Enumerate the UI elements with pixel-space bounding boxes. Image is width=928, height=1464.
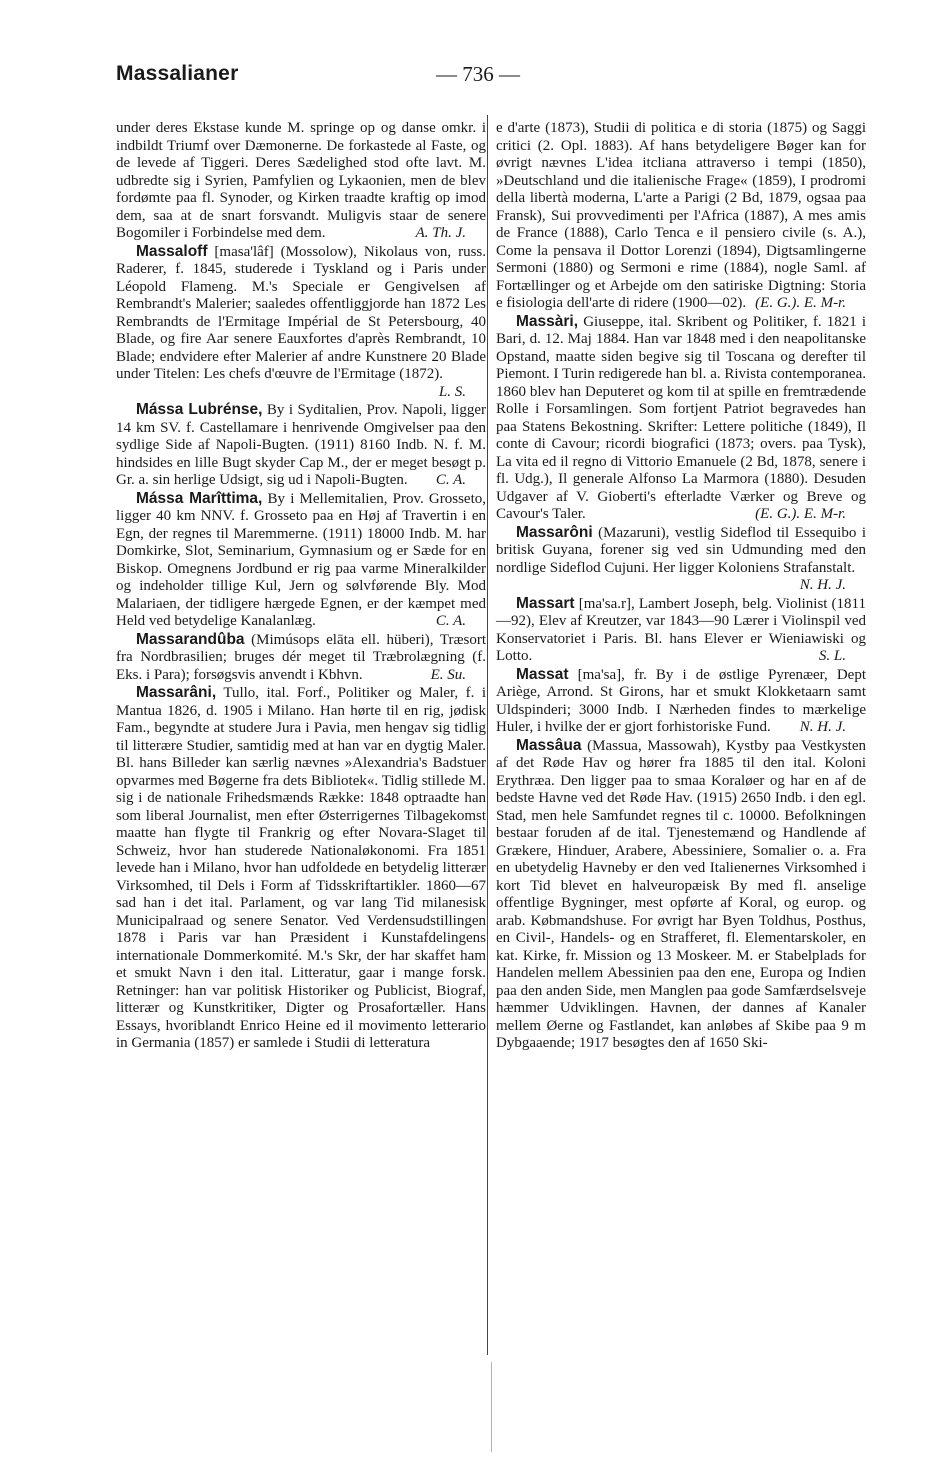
entry-massaranduba: [116, 631, 486, 685]
entry-headword: Massat: [516, 665, 569, 683]
entry-text: By i Syditalien, Prov. Napoli, ligger 14 km SV. f. Castellamare i henrivende Omgivelser paa den sydlige Side af Napoli-Bugten. (1911) 8160 Indb. N. f. M. hindsides en lille Bugt skyder Cap M., der er meget besøgt p. Gr. a. sin herlige Udsigt, sig ud i Napoli-Bugten.: [116, 402, 486, 488]
entry-massarani: [116, 684, 486, 1053]
entry-headword: Massarâni,: [136, 684, 217, 701]
entry-headword: Mássa Marîttima,: [136, 489, 263, 507]
entry-massaroni: [496, 524, 866, 595]
left-column: [116, 120, 486, 1053]
entry-signature: (E. G.). E. M-r.: [755, 295, 846, 311]
entry-signature: S. L.: [818, 648, 846, 664]
entry-signature: N. H. J.: [799, 719, 846, 735]
column-divider: [487, 115, 488, 1355]
entry-massat: [496, 666, 866, 737]
entry-headword: Massart: [516, 594, 575, 612]
entry-headword: Massaloff: [136, 242, 208, 260]
entry-headword: Mássa Lubrénse,: [136, 401, 263, 418]
entry-signature: (E. G.). E. M-r.: [755, 506, 846, 522]
entry-text: [ma'sa.r], Lambert Joseph, belg. Violinist (1811—92), Elev af Kreutzer, var 1843—90 Lærer i Violinspil ved Konservatoriet i Paris. Bl. hans Elever er Wieniawiski og Lotto.: [496, 595, 866, 664]
running-head: Massalianer: [116, 62, 239, 85]
entry-signature: C. A.: [435, 472, 466, 488]
entry-text: [masa'lâf] (Mossolow), Nikolaus von, russ. Raderer, f. 1845, studerede i Tyskland og i Paris under Léopold Flameng. M.'s Speciale er Gengivelsen af Rembrandt's Malerier; saaledes offentliggjorde han 1872 Les Rembrandts de l'Ermitage Impérial de St Petersbourg, 40 Blade, og fire Aar senere Eauxfortes d'après Rembrandt, 10 Blade; endvidere efter Malerier af andre Kunstnere 20 Blade under Titelen: Les chefs d'œuvre de l'Ermitage (1872).: [116, 243, 487, 382]
page-header: [116, 62, 866, 94]
entry-text: (Massua, Massowah), Kystby paa Vestkysten af det Røde Hav og hører fra 1885 til den ital. Koloni Erythræa. Den ligger paa to smaa Koraløer og har en af de bedste Havne ved det Røde Hav. (1915) 2650 Indb. i den egl. Stad, men hele Samfundet regnes til c. 10000. Befolkningen bestaar foruden af de ital. Tjenestemænd og Handlende af Grækere, Hinduer, Arabere, Abessiniere, Somalier o. a. Fra en ubetydelig Havneby er den ved Italienernes Virksomhed i kort Tid blevet en halveuropæisk By med fl. anselige offentlige Bygninger, mest opførte af Koral, og europ. og arab. Købmandshuse. For øvrigt har Byen Toldhus, Posthus, en Civil-, Handels- og en Strafferet, fl. Elementarskoler, en kat. Kirke, fr. Mission og 13 Moskeer. M. er Stabelplads for Handelen mellem Abessinien paa den ene, Europa og Indien paa den anden Side, men Manglen paa gode Samfærdselsveje hæmmer Udviklingen. Havnen, der dannes af Kanaler mellem Øerne og Fastlandet, kan anløbes af Skibe paa 9 m Dybgaaende; 1917 besøgtes den af 1650 Ski-: [496, 737, 867, 1051]
right-column: [496, 120, 866, 1053]
entry-text: (Mimúsops elāta ell. hüberi), Træsort fra Nordbrasilien; bruges dér meget til Træbrolægning (f. Eks. i Para); forsøgsvis anvendt i Kbhvn.: [116, 631, 486, 683]
entry-signature: E. Su.: [430, 666, 466, 683]
entry-text: Giuseppe, ital. Skribent og Politiker, f. 1821 i Bari, d. 12. Maj 1884. Han var 1848 med i den neapolitanske Opstand, maatte siden begive sig til Toscana og derefter til Piemont. I Turin redigerede han bl. a. Rivista contemporanea. 1860 blev han Deputeret og kom til at spille en fremtrædende Rolle i Forsamlingen. Som fortjent Patriot begravedes han paa Statens Bekostning. Skrifter: Lettere politiche (1849), Il conte di Cavour; ricordi biografici (1873; overs. paa Tysk), La vita ed il regno di Vittorio Emanuele (2 Bd, 1878, senere i fl. Udg.), Il generale Alfonso La Marmora (1880). Desuden Udgaver af V. Gioberti's efterladte Værker og Breve og Cavour's Taler.: [496, 313, 867, 522]
entry-massaloff: [116, 243, 486, 402]
entry-text: e d'arte (1873), Studii di politica e di storia (1875) og Saggi critici (2. Opl. 1883). Af hans betydeligere Bøger kan for øvrigt nævnes L'idea itcliana attraverso i tempi (1850), »Deutschland und die italienische Frage« (1859), I prodromi della libertà moderna, L'arte a Parigi (2 Bd, 1879, ogsaa paa Fransk), Sui provvedimenti per l'Africa (1887), A mes amis de France (1888), Carlo Tenca e il pensiero civile (s. A.), Come la pensava il Dottor Lorenzi (1894), Digtsamlingerne Sermoni (1880) og Sermoni e rime (1884), nogle Saml. af Fortællinger og et Arbejde om den satiriske Digtning: Storia e fisiologia dell'arte di ridere (1900—02).: [496, 120, 866, 311]
entry-text: Tullo, ital. Forf., Politiker og Maler, f. i Mantua 1826, d. 1905 i Milano. Han hørte til en rig, jødisk Fam., begyndte at studere Jura i Pavia, men hengav sig tidlig til litterære Studier, samtidig med at han var en dygtig Maler. Bl. hans Billeder kan særlig nævnes »Alexandria's Badstuer opvarmes med Bøgerne fra dets Bibliotek«. Tidlig stillede M. sig i de nationale Frihedsmænds Række: 1848 optraadte han som liberal Journalist, men efter Østerrigernes Tilbagekomst maatte han flygte til Frankrig og efter Novara-Slaget til Schweiz, hvor han studerede Nationaløkonomi. Fra 1851 levede han i Milano, hvor han udfoldede en betydelig litterær Virksomhed, til Dels i Form af Tidsskriftartikler. 1860—67 sad han i det ital. Parlament, og var lang Tid milanesisk Municipalraad og senere Senator. Ved Verdensudstillingen 1878 i Paris var han Præsident i Kunstafdelingens internationale Dommerkomité. M.'s Skr, der har skaffet ham et smukt Navn i den ital. Litteratur, gaar i mange forsk. Retninger: han var politisk Historiker og Publicist, Biograf, litterær og Kunstkritiker, Digter og Prosafortæller. Hans Essays, hvoriblandt Enrico Heine ed il movimento letterario in Germania (1857) er samlede i Studii di letteratura: [116, 685, 486, 1051]
entry-signature: L. S.: [438, 383, 466, 400]
entry-text: By i Mellemitalien, Prov. Grosseto, ligger 40 km NNV. f. Grosseto paa en Høj af Travertin i en Egn, der regnes til Maremmerne. (1911) 18000 Indb. M. har Domkirke, Slot, Seminarium, Gymnasium og er Sæde for en Biskop. Omegnens Jordbund er rig paa varme Mineralkilder og indeholder tillige Kul, Jern og sølvførende Bly. Mod Malariaen, der tidligere hærgede Egnen, er der kæmpet med Held ved betydelige Kanalanlæg.: [116, 490, 486, 629]
entry-headword: Massarandûba: [136, 630, 245, 648]
entry-headword: Massâua: [516, 736, 582, 754]
entry-massari: [496, 313, 866, 524]
entry-massa-marittima: [116, 490, 486, 631]
entry-massarani-cont: [496, 120, 866, 313]
entry-signature: A. Th. J.: [415, 225, 466, 241]
entry-massalianer-cont: [116, 120, 486, 243]
entry-headword: Massàri,: [516, 312, 579, 330]
entry-text: [ma'sa], fr. By i de østlige Pyrenæer, Dept Ariège, Arrond. St Girons, har et smukt Klokketaarn samt Uldspinderi; 3000 Indb. I Nærheden findes to mærkelige Huler, i hvilke der er gjort forhistoriske Fund.: [496, 666, 866, 735]
entry-text: under deres Ekstase kunde M. springe op og danse omkr. i indbildt Triumf over Dæmonerne. De forkastede al Faste, og de levede af Tiggeri. Deres Sædelighed stod ofte lavt. M. udbredte sig i Syrien, Pamfylien og Lykaonien, men de blev fordømte paa fl. Synoder, og Kirken traadte kraftig op imod dem, saa at de snart forsvandt. Muligvis staar de senere Bogomiler i Forbindelse med dem.: [116, 120, 486, 241]
entry-text: (Mazaruni), vestlig Sideflod til Essequibo i britisk Guyana, forener sig ved sin Udmunding med den nordlige Sideflod Cujuni. Her ligger Koloniens Strafanstalt.: [496, 524, 867, 576]
scan-mark: [491, 1362, 492, 1452]
entry-massart: [496, 595, 866, 666]
entry-signature: N. H. J.: [799, 577, 846, 593]
entry-massaua: [496, 737, 866, 1053]
entry-signature: C. A.: [435, 613, 466, 629]
entry-headword: Massarôni: [516, 523, 593, 541]
page-number: — 736 —: [436, 62, 520, 86]
entry-massa-lubrense: [116, 401, 486, 490]
